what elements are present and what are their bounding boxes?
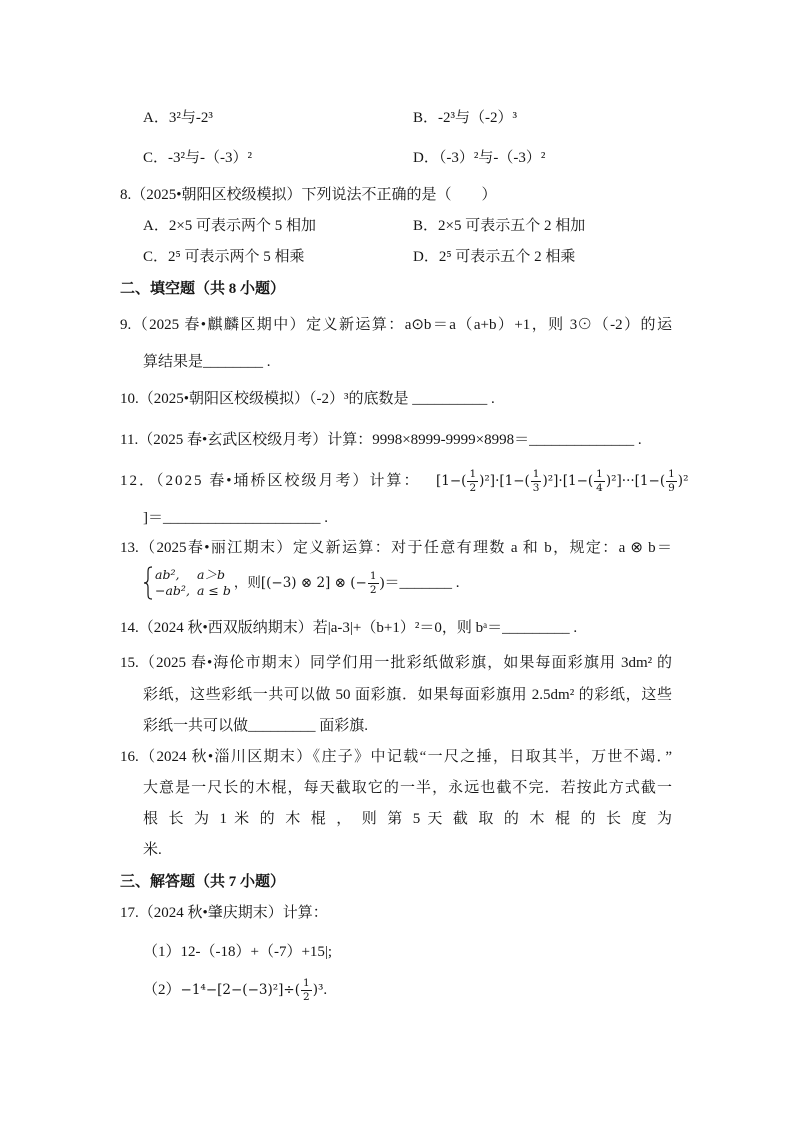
fraction-numerator: 1 [668, 467, 675, 480]
q7-option-b: B．-2³与（-2）³ [413, 110, 517, 126]
expr-text: ，则[(−3) ⊗ 2] ⊗ (− [233, 575, 367, 591]
fraction [594, 469, 605, 494]
expr-end: . [323, 982, 328, 998]
q8-option-b: B．2×5 可表示五个 2 相加 [413, 218, 586, 234]
q9-line1: 9.（2025 春•麒麟区期中）定义新运算：a⊙b＝a（a+b）+1，则 3⊙（-2）的运 [120, 317, 672, 333]
q13-line2 [143, 565, 460, 601]
q16-line3: 根 长 为 1 米 的 木 棍 ， 则 第 5 天 截 取 的 木 棍 的 长 度 为 [143, 811, 672, 827]
fraction-denominator: 4 [596, 481, 603, 494]
expr-text: −1⁴−[2−(−3)²]÷( [180, 982, 300, 998]
section-heading-answer: 三、解答题（共 7 小题） [120, 874, 286, 890]
q8-option-a: A．2×5 可表示两个 5 相加 [143, 218, 317, 234]
case-row [155, 567, 231, 583]
case-expression: ab², [155, 567, 180, 582]
q8-option-c: C．2⁵ 可表示两个 5 相乘 [143, 249, 305, 265]
case-expression: −ab², [155, 583, 190, 598]
q10-text: 10.（2025•朝阳区校级模拟）（-2）³的底数是 __________ . [120, 391, 495, 407]
part-label: （2） [143, 982, 181, 998]
left-brace-icon [143, 566, 153, 600]
q17-part2 [143, 975, 327, 1005]
q7-option-c: C．-3²与-（-3）² [143, 150, 252, 166]
fraction-numerator: 1 [596, 467, 603, 480]
q15-line2: 彩纸，这些彩纸一共可以做 50 面彩旗．如果每面彩旗用 2.5dm² 的彩纸，这些 [143, 687, 672, 703]
fraction-numerator: 1 [303, 976, 310, 989]
q12-line2: ]＝_____________________ . [143, 510, 328, 526]
expr-text: )＝_______ . [379, 575, 460, 591]
q7-option-d: D．（-3）²与-（-3）² [413, 150, 546, 166]
q16-line2: 大意是一尺长的木棍，每天截取它的一半，永远也截不完．若按此方式截一 [143, 780, 672, 796]
q15-line1: 15.（2025 春•海伦市期末）同学们用一批彩纸做彩旗，如果每面彩旗用 3dm² 的 [120, 655, 672, 671]
q17-stem: 17.（2024 秋•肇庆期末）计算： [120, 905, 328, 921]
q13-line1: 13.（2025春•丽江期末）定义新运算：对于任意有理数 a 和 b，规定：a ⊗ b＝ [120, 540, 672, 556]
q14-text: 14.（2024 秋•西双版纳期末）若|a-3|+（b+1）²＝0，则 bᵃ＝_________ . [120, 620, 578, 636]
q12-prefix: 12．（2025 春•埇桥区校级月考）计算： [120, 473, 421, 489]
fraction-denominator: 2 [303, 990, 310, 1003]
q17-part1: （1）12-（-18）+（-7）+15|; [143, 944, 333, 960]
case-condition: a＞b [197, 567, 225, 582]
fraction [301, 978, 312, 1003]
expr-text: )²]·[1−( [479, 473, 530, 489]
q15-line3: 彩纸一共可以做_________ 面彩旗. [143, 718, 369, 734]
fraction-denominator: 2 [369, 583, 377, 596]
expr-text: [1−( [436, 473, 467, 489]
fraction-denominator: 9 [668, 481, 675, 494]
q7-option-a: A．3²与-2³ [143, 110, 213, 126]
fraction-denominator: 2 [469, 481, 477, 494]
q8-stem: 8.（2025•朝阳区校级模拟）下列说法不正确的是（ ） [120, 187, 497, 203]
piecewise-cases [155, 567, 231, 599]
fraction [467, 469, 478, 494]
case-row [155, 583, 231, 599]
q8-option-d: D．2⁵ 可表示五个 2 相乘 [413, 249, 576, 265]
section-heading-fill-in: 二、填空题（共 8 小题） [120, 281, 286, 297]
expr-text: )²]·[1−( [542, 473, 594, 489]
q16-line4: 米. [143, 842, 162, 858]
fraction-numerator: 1 [369, 569, 377, 582]
q9-line2: 算结果是________ . [143, 354, 271, 370]
q11-text: 11.（2025 春•玄武区校级月考）计算：9998×8999-9999×8998＝______________ . [120, 432, 642, 448]
expr-text: )²]···[1−( [605, 473, 666, 489]
fraction-denominator: 3 [532, 481, 540, 494]
q16-line1: 16.（2024 秋•淄川区期末）《庄子》中记载“一尺之捶，日取其半，万世不竭．” [120, 749, 672, 765]
fraction [368, 571, 379, 596]
fraction [666, 469, 677, 494]
fraction-numerator: 1 [469, 467, 477, 480]
expr-text: )² [677, 473, 689, 489]
fraction [531, 469, 542, 494]
expr-text: )³ [312, 982, 324, 998]
q12-expression [436, 466, 688, 496]
case-condition: a ≤ b [197, 583, 231, 598]
fraction-numerator: 1 [532, 467, 540, 480]
